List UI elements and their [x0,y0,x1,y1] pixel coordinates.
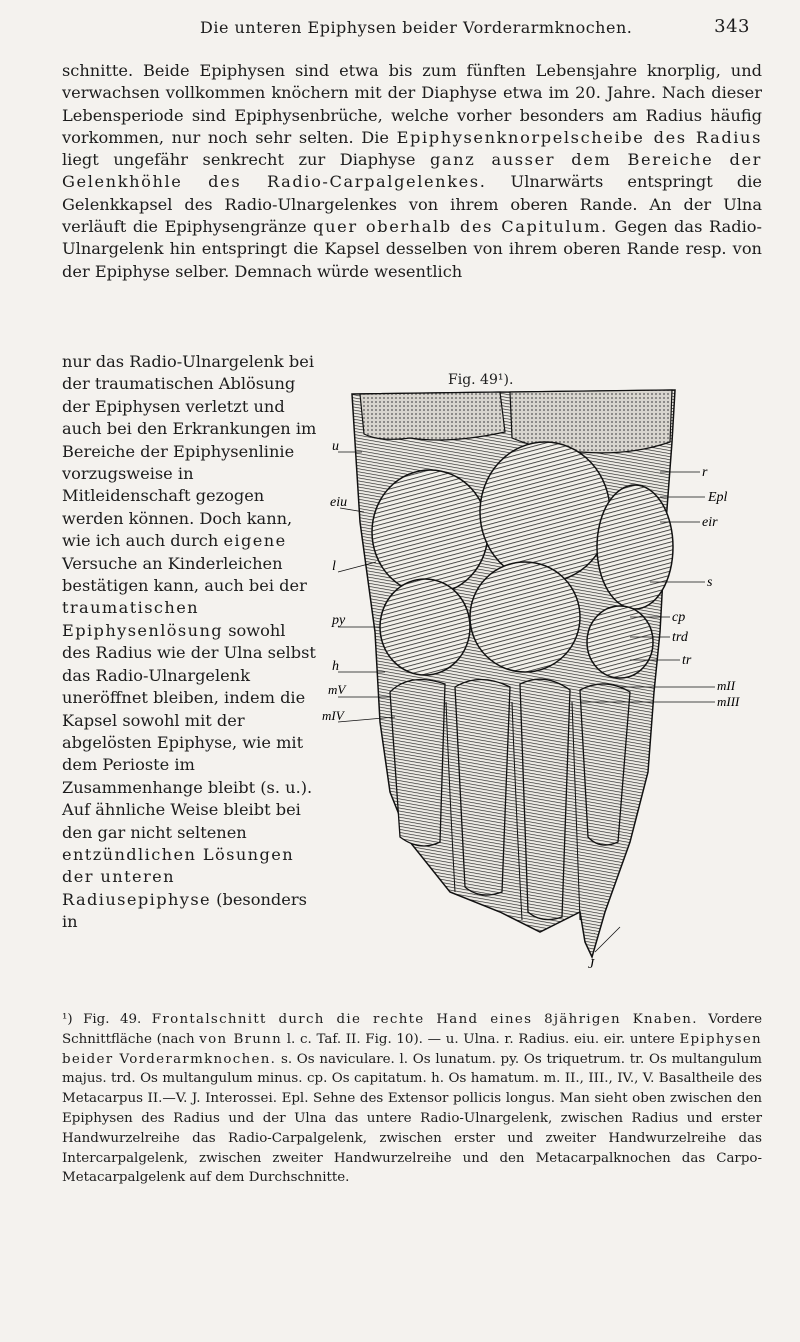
metacarpal-v [390,680,445,847]
label-s: s [707,575,713,590]
text-run: sowohl des Radius wie der Ulna selbst das Radio-Ulnargelenk uneröffnet bleiben, indem die Kapsel sowohl mit der abgelösten Epiphyse, wie mit dem Periostе im Zusammenhange bleibt (s. u.). Auf ähnliche Weise bleibt bei den gar nicht seltenen [62,620,316,842]
caption-text: ¹) Fig. 49. [62,1012,152,1027]
hamate-bone [380,579,470,675]
running-header [60,14,760,42]
text-run: (besonders in [62,889,307,932]
label-J: J [588,957,595,972]
text-run: Versuche an Kinderleichen bestätigen kann, auch bei der [62,553,307,596]
label-mIV: mIV [322,708,344,723]
label-r: r [702,465,708,480]
label-u: u [332,439,339,454]
metacarpal-iv [455,680,510,896]
text-run: liegt ungefähr senkrecht zur Diaphyse [62,150,430,170]
label-trd: trd [672,630,688,645]
emphasis-text: eigene [223,531,287,551]
ulna-epiphysis [360,392,505,440]
label-mII: mII [717,678,736,693]
label-eiu: eiu [330,495,348,510]
caption-emphasis: von Brunn [199,1031,283,1047]
label-Epl: Epl [708,490,728,505]
label-py: py [332,613,346,628]
label-tr: tr [682,653,692,668]
paragraph-left-column [62,351,318,934]
emphasis-text: traumatischen Epiphysenlösung [62,598,224,640]
figure-49 [322,372,770,992]
label-mV: mV [328,682,346,697]
caption-emphasis: Epiphysen beider Vorderarmknochen. [62,1031,762,1067]
lunate-bone [372,470,488,594]
label-l: l [332,559,336,574]
emphasis-text: entzündlichen Lösungen der unteren Radiusepiphyse [62,844,295,909]
text-run: Ulnarwärts entspringt die Gelenkkapsel des Radio-Ulnargelenkes von ihrem oberen Rande. An der Ulna verläuft die Epiphysengränze [62,172,762,237]
scaphoid-bone [597,485,673,609]
text-run: schnitte. Beide Epiphysen sind etwa bis zum fünften Lebensjahre knorplig, und verwachsen vollkommen knöchern mit der Diaphyse etwa im 20. Jahre. Nach dieser Lebensperiode sind Epiphysenbrüche, welche vorher besonders am Radius häufig vorkommen, nur noch sehr selten. Die [62,61,762,147]
label-eir: eir [702,515,718,530]
capitate-bone [480,442,610,582]
page-number: 343 [714,16,750,37]
text-run: Gegen das Radio-Ulnargelenk hin entspringt die Kapsel desselben von ihrem oberen Rande resp. von der Epiphyse selber. Demnach würde wesentlich [62,217,762,281]
emphasis-text: Epiphysenknorpelscheibe des Radius [396,127,762,147]
figure-label: Fig. 49¹). [448,372,514,388]
wrist-section-illustration [322,372,770,992]
caption-text: s. Os naviculare. l. Os lunatum. py. Os triquetrum. tr. Os multangulum majus. trd. Os multangulum minus. cp. Os capitatum. h. Os hamatum. m. II., III., IV., V. Basaltheile des Metacarpus II.—V. J. Interossei. Epl. Sehne des Extensor pollicis longus. Man sieht oben zwischen den Epiphysen des Radius und der Ulna das untere Radio-Ulnargelenk, zwischen Radius und erster Handwurzelreihe das Radio-Carpalgelenk, zwischen erster und zweiter Handwurzelreihe das Intercarpalgelenk, zwischen zweiter Handwurzelreihe und den Metacarpalknochen das Carpo-Metacarpalgelenk auf dem Durchschnitte. [62,1051,762,1186]
label-mIII: mIII [717,694,740,709]
paragraph-top [62,60,762,283]
label-h: h [332,659,339,674]
caption-text: l. c. Taf. II. Fig. 10). — u. Ulna. r. Radius. eiu. eir. untere [282,1031,680,1047]
label-cp: cp [672,610,686,625]
emphasis-text: ganz ausser dem Bereiche der Gelenkhöhle des Radio-Carpalgelenkes. [62,150,762,192]
text-run: nur das Radio-Ulnargelenk bei der traumatischen Ablösung der Epiphysen verletzt und auch bei den Erkrankungen im Bereiche der Epiphysenlinie vorzugsweise in Mitleidenschaft gezogen werden können. Doch kann, wie ich auch durch [62,352,317,551]
triquetrum-bone [470,562,580,672]
metacarpal-iii [520,679,570,919]
figure-caption [62,1010,762,1188]
caption-emphasis: Frontalschnitt durch die rechte Hand eines 8jährigen Knaben. [151,1012,698,1027]
caption-text: Vordere Schnittfläche (nach [62,1012,763,1047]
emphasis-text: quer oberhalb des Capitulum. [313,217,608,237]
running-title: Die unteren Epiphysen beider Vorderarmknochen. [200,18,633,37]
